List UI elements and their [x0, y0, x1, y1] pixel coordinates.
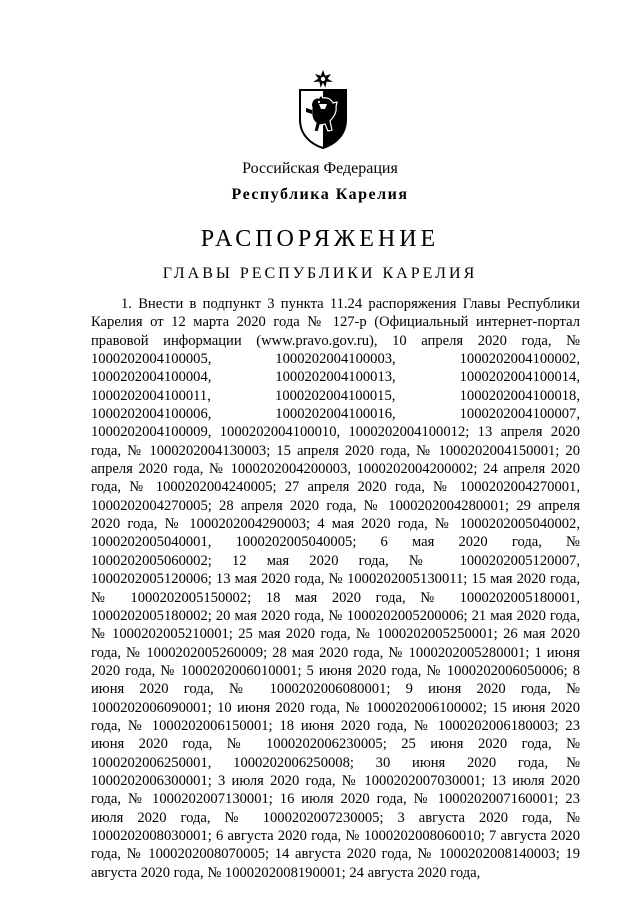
document-type-title: РАСПОРЯЖЕНИЕ — [200, 226, 440, 252]
issuer-title: ГЛАВЫ РЕСПУБЛИКИ КАРЕЛИЯ — [162, 265, 478, 282]
republic-name: Республика Карелия — [231, 186, 409, 203]
body-paragraph-1: 1. Внести в подпункт 3 пункта 11.24 распоряжения Главы Республики Карелия от 12 марта 2020 года № 127-р (Официальный интернет-портал правовой информации (www.pravo.gov.ru), 10 апреля 2020 года, № 1000202004100005, 1000202004100003, 1000202004100002, 1000202004100004, 1000202004100013, 1000202004100014, 1000202004100011, 1000202004100015, 1000202004100018, 1000202004100006, 1000202004100016, 1000202004100007, 1000202004100009, 1000202004100010, 1000202004100012; 13 апреля 2020 года, № 1000202004130003; 15 апреля 2020 года, № 1000202004150001; 20 апреля 2020 года, № 1000202004200003, 1000202004200002; 24 апреля 2020 года, № 1000202004240005; 27 апреля 2020 года, № 1000202004270001, 1000202004270005; 28 апреля 2020 года, № 1000202004280001; 29 апреля 2020 года, № 1000202004290003; 4 мая 2020 года, № 1000202005040002, 1000202005040001, 1000202005040005; 6 мая 2020 года, № 1000202005060002; 12 мая 2020 года, № 1000202005120007, 1000202005120006; 13 мая 2020 года, № 1000202005130011; 15 мая 2020 года, № 1000202005150002; 18 мая 2020 года, № 1000202005180001, 1000202005180002; 20 мая 2020 года, № 1000202005200006; 21 мая 2020 года, № 1000202005210001; 25 мая 2020 года, № 1000202005250001; 26 мая 2020 года, № 1000202005260009; 28 мая 2020 года, № 1000202005280001; 1 июня 2020 года, № 1000202006010001; 5 июня 2020 года, № 1000202006050006; 8 июня 2020 года, № 1000202006080001; 9 июня 2020 года, № 1000202006090001; 10 июня 2020 года, № 1000202006100002; 15 июня 2020 года, № 1000202006150001; 18 июня 2020 года, № 1000202006180003; 23 июня 2020 года, № 1000202006230005; 25 июня 2020 года, № 1000202006250001, 1000202006250008; 30 июня 2020 года,№ 1000202006300001; 3 июля 2020 года, № 1000202007030001; 13 июля 2020 года, № 1000202007130001; 16 июля 2020 года, № 1000202007160001; 23 июля 2020 года, № 1000202007230005; 3 августа 2020 года, № 1000202008030001; 6 августа 2020 года, № 1000202008060010; 7 августа 2020 года, № 1000202008070005; 14 августа 2020 года, № 1000202008140003; 19 августа 2020 года, № 1000202008190001; 24 августа 2020 года, — [91, 296, 580, 881]
country-name: Российская Федерация — [242, 160, 398, 177]
karelia-coat-of-arms-icon — [296, 68, 350, 150]
star-icon — [313, 70, 333, 88]
